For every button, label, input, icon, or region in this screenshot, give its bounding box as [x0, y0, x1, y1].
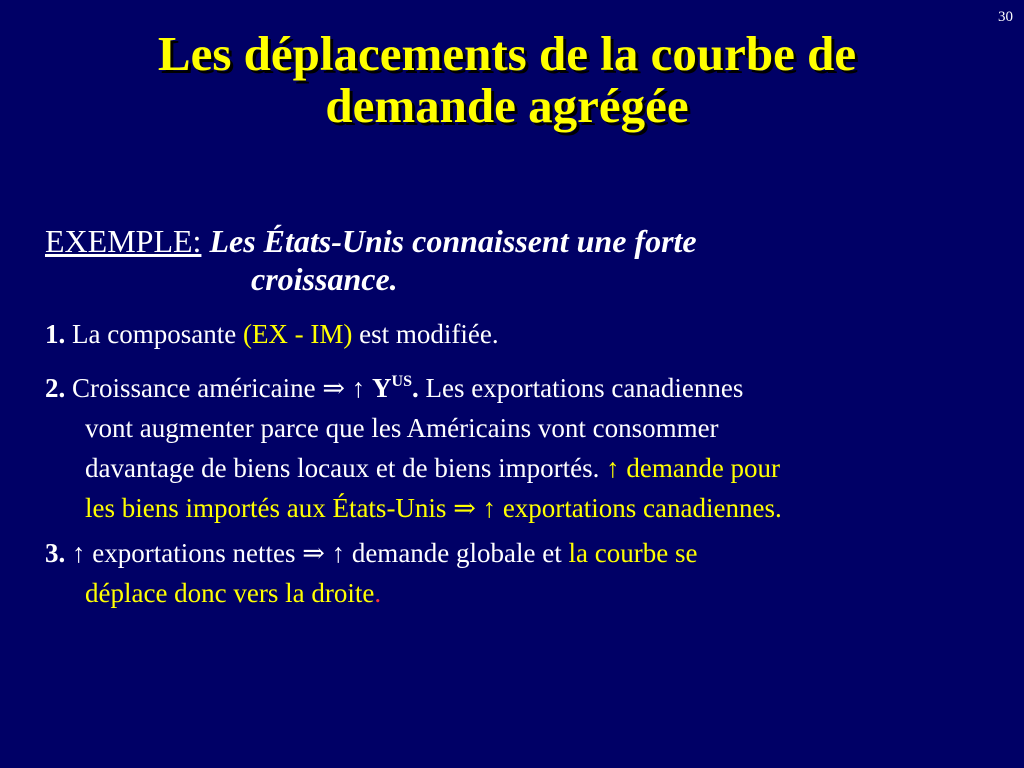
point-2-y: Y — [372, 373, 392, 403]
point-1-text-b: est modifiée. — [359, 319, 499, 349]
page-number: 30 — [998, 9, 1013, 25]
point-2-number: 2. — [45, 373, 66, 403]
example-text-line-1: Les États-Unis connaissent une forte — [209, 223, 697, 259]
point-1-text-a: La composante — [72, 319, 237, 349]
title-line-1: Les déplacements de la courbe de — [157, 26, 857, 81]
point-1-number: 1. — [45, 319, 66, 349]
point-2-y-dot: . — [411, 373, 419, 403]
point-3-line-2-highlight: déplace donc vers la droite — [85, 578, 375, 608]
point-2 — [45, 362, 995, 528]
point-2-line-3-b: demande pour — [626, 453, 781, 483]
implies-arrow-icon: ⇒ — [453, 493, 476, 523]
point-3-text-b: demande globale et — [351, 538, 562, 568]
point-2-line-3-a: davantage de biens locaux et de biens importés. — [85, 453, 600, 483]
up-arrow-icon: ↑ — [331, 538, 346, 568]
slide-title — [0, 28, 1014, 132]
point-2-text-a: Croissance américaine — [72, 373, 316, 403]
point-1-highlight: (EX - IM) — [242, 319, 353, 349]
point-2-text-b: Les exportations canadiennes — [425, 373, 744, 403]
example-heading — [45, 222, 945, 298]
title-line-2: demande agrégée — [325, 78, 689, 133]
example-text-line-2: croissance. — [251, 261, 398, 297]
example-label: EXEMPLE: — [45, 223, 202, 259]
point-3-line-2-end: . — [374, 578, 382, 608]
point-2-line-4-b: exportations canadiennes. — [502, 493, 782, 523]
point-3-highlight-a: la courbe se — [568, 538, 698, 568]
up-arrow-icon: ↑ — [72, 538, 86, 568]
point-3-number: 3. — [45, 538, 66, 568]
implies-arrow-icon: ⇒ — [322, 373, 346, 403]
point-3 — [45, 533, 995, 613]
point-2-line-2: vont augmenter parce que les Américains vont consommer — [85, 413, 719, 443]
up-arrow-icon: ↑ — [482, 493, 497, 523]
implies-arrow-icon: ⇒ — [302, 538, 325, 568]
point-1 — [45, 314, 995, 354]
up-arrow-icon: ↑ — [351, 373, 366, 403]
point-3-text-a: exportations nettes — [92, 538, 296, 568]
up-arrow-icon: ↑ — [606, 453, 620, 483]
point-2-line-4-a: les biens importés aux États-Unis — [85, 493, 447, 523]
point-2-y-sup: US — [391, 373, 412, 390]
